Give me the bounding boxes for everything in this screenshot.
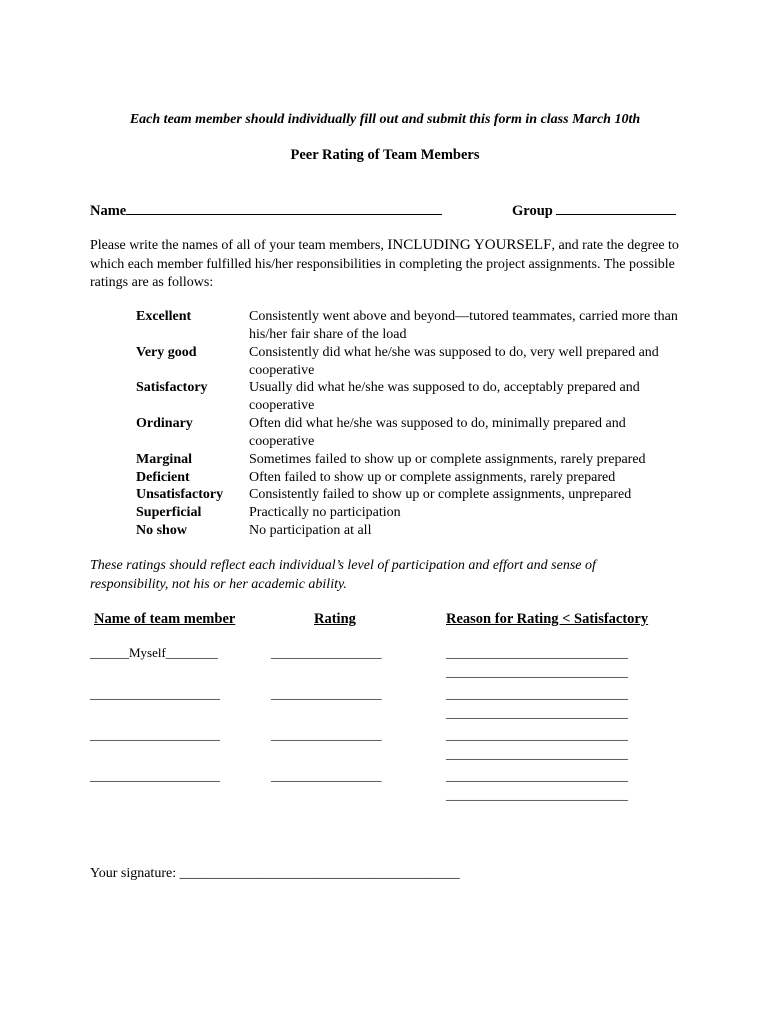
name-blank[interactable] bbox=[126, 200, 442, 215]
reason-field[interactable]: ____________________________ bbox=[446, 768, 628, 783]
reason-field[interactable]: ____________________________ bbox=[446, 727, 628, 742]
rating-name: Unsatisfactory bbox=[136, 487, 224, 503]
rating-description: Consistently failed to show up or complete assignments, unprepared bbox=[249, 487, 632, 503]
header-reason: Reason for Rating < Satisfactory bbox=[446, 611, 649, 627]
rating-name: Very good bbox=[136, 344, 197, 360]
rating-field[interactable]: _________________ bbox=[271, 645, 382, 660]
member-field[interactable]: ____________________ bbox=[90, 727, 220, 742]
rating-description: Practically no participation bbox=[249, 505, 401, 521]
member-field[interactable]: ____________________ bbox=[90, 768, 220, 783]
reason-field[interactable]: ____________________________ bbox=[446, 787, 628, 802]
rating-name: Excellent bbox=[136, 309, 192, 324]
group-field[interactable] bbox=[512, 200, 676, 220]
rating-description: Often failed to show up or complete assignments, rarely prepared bbox=[249, 469, 616, 485]
ratings-scale bbox=[136, 308, 696, 540]
header-member: Name of team member bbox=[94, 611, 236, 627]
rating-field[interactable]: _________________ bbox=[271, 686, 382, 701]
rating-description: Consistently went above and beyond—tutored teammates, carried more than his/her fair share of the load bbox=[249, 309, 678, 342]
reason-field[interactable]: ____________________________ bbox=[446, 705, 628, 720]
form-instruction: Each team member should individually fill out and submit this form in class March 10th bbox=[129, 112, 641, 127]
reason-field[interactable]: ____________________________ bbox=[446, 686, 628, 701]
form-title: Peer Rating of Team Members bbox=[290, 147, 480, 163]
rating-name: Marginal bbox=[136, 451, 192, 467]
rating-name: No show bbox=[136, 522, 187, 538]
rating-row bbox=[136, 469, 696, 487]
rating-description: No participation at all bbox=[249, 522, 372, 538]
instructions-paragraph: Please write the names of all of your team members, INCLUDING YOURSELF, and rate the degree to which each member fulfilled his/her responsibilities in completing the project assignments. The possible ratings are as follows: bbox=[90, 237, 679, 290]
rating-name: Ordinary bbox=[136, 416, 193, 432]
group-blank[interactable] bbox=[556, 200, 676, 215]
ratings-note: These ratings should reflect each individual’s level of participation and effort and sense of responsibility, not his or her academic ability. bbox=[90, 558, 596, 592]
rating-row bbox=[136, 379, 696, 415]
name-label: Name bbox=[90, 203, 127, 219]
rating-field[interactable]: _________________ bbox=[271, 768, 382, 783]
name-field[interactable] bbox=[90, 200, 442, 220]
rating-row bbox=[136, 451, 696, 469]
rating-row bbox=[136, 522, 696, 540]
group-label: Group bbox=[512, 203, 553, 219]
header-rating: Rating bbox=[314, 611, 356, 627]
rating-description: Consistently did what he/she was supposed to do, very well prepared and cooperative bbox=[249, 344, 659, 378]
signature-field[interactable]: Your signature: ________________________________________ bbox=[90, 866, 460, 881]
member-field[interactable]: ____________________ bbox=[90, 686, 220, 701]
rating-description: Often did what he/she was supposed to do, minimally prepared and cooperative bbox=[249, 416, 626, 450]
rating-description: Usually did what he/she was supposed to do, acceptably prepared and cooperative bbox=[249, 380, 640, 414]
member-field[interactable]: ______Myself________ bbox=[90, 645, 218, 660]
rating-name: Superficial bbox=[136, 505, 202, 521]
reason-field[interactable]: ____________________________ bbox=[446, 645, 628, 660]
reason-field[interactable]: ____________________________ bbox=[446, 746, 628, 761]
rating-name: Deficient bbox=[136, 469, 190, 485]
rating-row bbox=[136, 415, 696, 451]
reason-field[interactable]: ____________________________ bbox=[446, 664, 628, 679]
rating-field[interactable]: _________________ bbox=[271, 727, 382, 742]
rating-row bbox=[136, 504, 696, 522]
rating-row bbox=[136, 486, 696, 504]
rating-row bbox=[136, 344, 696, 380]
rating-name: Satisfactory bbox=[136, 380, 208, 396]
emphasis-text: INCLUDING YOURSELF bbox=[387, 237, 552, 253]
rating-description: Sometimes failed to show up or complete assignments, rarely prepared bbox=[249, 451, 646, 467]
rating-row bbox=[136, 308, 696, 344]
